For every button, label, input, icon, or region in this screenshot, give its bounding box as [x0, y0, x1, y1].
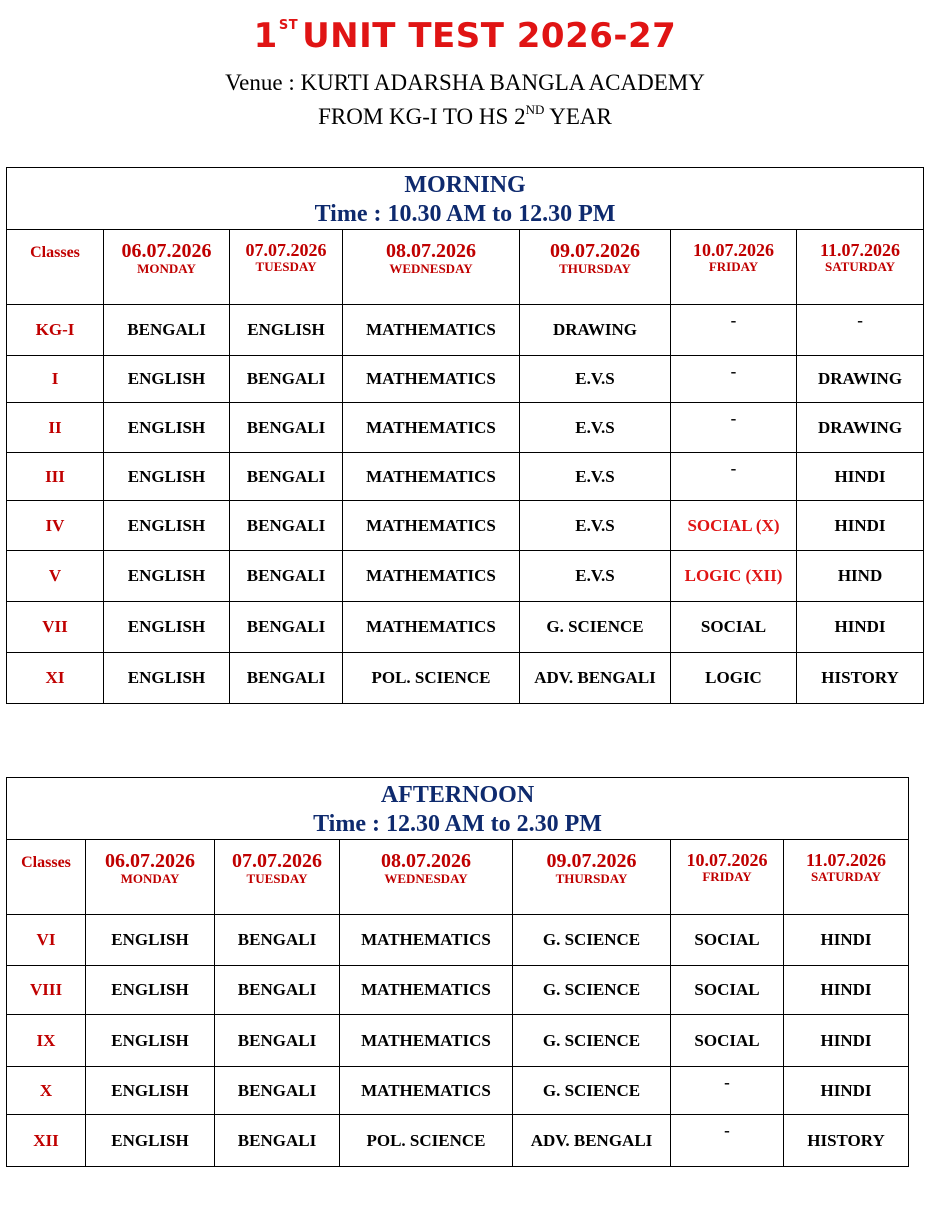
subject-cell: - [671, 403, 797, 453]
subject-cell: G. SCIENCE [520, 602, 671, 653]
subject-cell: DRAWING [797, 356, 924, 403]
date-label: 10.07.2026 [693, 240, 774, 260]
morning-session-header [7, 168, 924, 230]
subject-cell: G. SCIENCE [513, 1015, 671, 1067]
date-header [671, 230, 797, 305]
subject-cell: ENGLISH [104, 501, 230, 551]
subject-cell: HINDI [797, 501, 924, 551]
morning-schedule-table [6, 167, 924, 704]
day-label: THURSDAY [559, 261, 631, 276]
session-time: Time : 12.30 AM to 2.30 PM [313, 811, 602, 837]
date-header [86, 840, 215, 915]
subject-cell: LOGIC [671, 653, 797, 704]
subject-cell: ENGLISH [86, 1115, 215, 1167]
date-header [513, 840, 671, 915]
subject-cell: - [671, 1067, 784, 1115]
subject-cell: MATHEMATICS [340, 1015, 513, 1067]
class-cell: V [7, 551, 104, 602]
subject-cell: MATHEMATICS [343, 602, 520, 653]
subject-cell: BENGALI [230, 602, 343, 653]
class-cell: X [7, 1067, 86, 1115]
table-row [7, 305, 924, 356]
subject-cell: BENGALI [215, 915, 340, 966]
day-label: SATURDAY [810, 869, 882, 884]
day-label: WEDNESDAY [389, 261, 473, 276]
subject-cell: - [671, 1115, 784, 1167]
class-cell: XII [7, 1115, 86, 1167]
table-row [7, 653, 924, 704]
subject-cell: BENGALI [104, 305, 230, 356]
date-header [784, 840, 909, 915]
title-superscript: ST [278, 18, 299, 33]
day-label: WEDNESDAY [384, 871, 468, 886]
subject-cell: HISTORY [784, 1115, 909, 1167]
subject-cell: BENGALI [230, 501, 343, 551]
subject-cell: BENGALI [215, 1115, 340, 1167]
subject-cell: ENGLISH [86, 966, 215, 1015]
subject-cell: G. SCIENCE [513, 915, 671, 966]
day-label: FRIDAY [702, 869, 752, 884]
subject-cell: ENGLISH [104, 602, 230, 653]
subject-cell: DRAWING [797, 403, 924, 453]
table-row [7, 1067, 909, 1115]
day-label: MONDAY [120, 871, 180, 886]
classes-header: Classes [7, 840, 86, 915]
date-label: 10.07.2026 [686, 850, 768, 870]
date-label: 06.07.2026 [105, 850, 195, 872]
subject-cell: ENGLISH [104, 453, 230, 501]
subject-cell: E.V.S [520, 403, 671, 453]
subject-cell: - [797, 305, 924, 356]
title-text: UNIT TEST 2026-27 [302, 16, 677, 56]
subject-cell: BENGALI [230, 453, 343, 501]
subject-cell: HINDI [784, 915, 909, 966]
subject-cell: HINDI [797, 453, 924, 501]
subject-cell: SOCIAL [671, 915, 784, 966]
date-header [104, 230, 230, 305]
day-label: THURSDAY [555, 871, 628, 886]
table-row [7, 1115, 909, 1167]
day-label: MONDAY [137, 261, 196, 276]
subject-cell: MATHEMATICS [343, 403, 520, 453]
subject-cell: BENGALI [215, 1015, 340, 1067]
class-cell: II [7, 403, 104, 453]
table-row [7, 551, 924, 602]
day-label: SATURDAY [825, 259, 896, 274]
subject-cell: E.V.S [520, 356, 671, 403]
subject-cell: SOCIAL [671, 966, 784, 1015]
class-cell: KG-I [7, 305, 104, 356]
subject-cell: - [671, 356, 797, 403]
date-label: 11.07.2026 [805, 850, 886, 870]
afternoon-date-header-row [7, 840, 909, 915]
title-number: 1 [253, 16, 278, 56]
date-header [230, 230, 343, 305]
table-row [7, 1015, 909, 1067]
day-label: TUESDAY [246, 871, 308, 886]
range-text: FROM KG-I TO HS 2 [318, 104, 526, 129]
table-row [7, 501, 924, 551]
date-header [797, 230, 924, 305]
subject-cell: HISTORY [797, 653, 924, 704]
day-label: FRIDAY [708, 259, 759, 274]
page-title [0, 16, 930, 56]
subject-cell: E.V.S [520, 551, 671, 602]
subject-cell: G. SCIENCE [513, 1067, 671, 1115]
subject-cell: POL. SCIENCE [340, 1115, 513, 1167]
subject-cell: LOGIC (XII) [671, 551, 797, 602]
class-cell: VII [7, 602, 104, 653]
afternoon-session-header [7, 778, 909, 840]
subject-cell: ADV. BENGALI [513, 1115, 671, 1167]
subject-cell: MATHEMATICS [343, 305, 520, 356]
table-row [7, 966, 909, 1015]
subject-cell: HINDI [784, 1067, 909, 1115]
subject-cell: SOCIAL [671, 602, 797, 653]
class-cell: I [7, 356, 104, 403]
subject-cell: MATHEMATICS [343, 551, 520, 602]
date-header [343, 230, 520, 305]
subject-cell: HINDI [784, 966, 909, 1015]
subject-cell: ENGLISH [230, 305, 343, 356]
date-label: 09.07.2026 [550, 240, 640, 262]
subject-cell: ENGLISH [104, 403, 230, 453]
subject-cell: - [671, 305, 797, 356]
range-superscript: ND [525, 102, 545, 117]
subject-cell: POL. SCIENCE [343, 653, 520, 704]
subject-cell: ADV. BENGALI [520, 653, 671, 704]
venue-line: Venue : KURTI ADARSHA BANGLA ACADEMY [225, 70, 705, 95]
range-suffix: YEAR [544, 104, 612, 129]
subject-cell: MATHEMATICS [343, 501, 520, 551]
class-range-line [0, 102, 930, 130]
session-time: Time : 10.30 AM to 12.30 PM [314, 201, 616, 227]
subject-cell: ENGLISH [86, 1067, 215, 1115]
subject-cell: HINDI [797, 602, 924, 653]
subject-cell: MATHEMATICS [340, 915, 513, 966]
subject-cell: BENGALI [230, 653, 343, 704]
date-label: 11.07.2026 [820, 240, 901, 260]
date-label: 09.07.2026 [546, 850, 637, 872]
date-header [671, 840, 784, 915]
subject-cell: DRAWING [520, 305, 671, 356]
session-title: AFTERNOON [380, 782, 535, 808]
subject-cell: ENGLISH [86, 1015, 215, 1067]
table-row [7, 602, 924, 653]
session-title: MORNING [404, 172, 526, 198]
subject-cell: MATHEMATICS [340, 1067, 513, 1115]
subject-cell: G. SCIENCE [513, 966, 671, 1015]
date-label: 07.07.2026 [245, 240, 327, 260]
subject-cell: MATHEMATICS [343, 453, 520, 501]
classes-header: Classes [7, 230, 104, 305]
class-cell: VIII [7, 966, 86, 1015]
subject-cell: BENGALI [230, 551, 343, 602]
date-label: 07.07.2026 [232, 850, 322, 872]
subject-cell: BENGALI [230, 356, 343, 403]
date-label: 08.07.2026 [386, 240, 476, 262]
subject-cell: E.V.S [520, 453, 671, 501]
table-row [7, 403, 924, 453]
subject-cell: MATHEMATICS [340, 966, 513, 1015]
class-cell: IX [7, 1015, 86, 1067]
subject-cell: BENGALI [230, 403, 343, 453]
subject-cell: BENGALI [215, 1067, 340, 1115]
class-cell: VI [7, 915, 86, 966]
subject-cell: HIND [797, 551, 924, 602]
date-header [215, 840, 340, 915]
date-header [520, 230, 671, 305]
subject-cell: E.V.S [520, 501, 671, 551]
table-row [7, 915, 909, 966]
subject-cell: ENGLISH [104, 551, 230, 602]
afternoon-schedule-table [6, 777, 909, 1167]
class-cell: XI [7, 653, 104, 704]
date-label: 06.07.2026 [121, 240, 212, 262]
date-label: 08.07.2026 [381, 850, 471, 872]
subject-cell: HINDI [784, 1015, 909, 1067]
subject-cell: SOCIAL (X) [671, 501, 797, 551]
subject-cell: MATHEMATICS [343, 356, 520, 403]
subject-cell: SOCIAL [671, 1015, 784, 1067]
class-cell: III [7, 453, 104, 501]
subject-cell: ENGLISH [104, 356, 230, 403]
table-row [7, 356, 924, 403]
subject-cell: ENGLISH [86, 915, 215, 966]
table-row [7, 453, 924, 501]
subject-cell: - [671, 453, 797, 501]
class-cell: IV [7, 501, 104, 551]
morning-date-header-row [7, 230, 924, 305]
date-header [340, 840, 513, 915]
subject-cell: BENGALI [215, 966, 340, 1015]
day-label: TUESDAY [255, 259, 317, 274]
subject-cell: ENGLISH [104, 653, 230, 704]
